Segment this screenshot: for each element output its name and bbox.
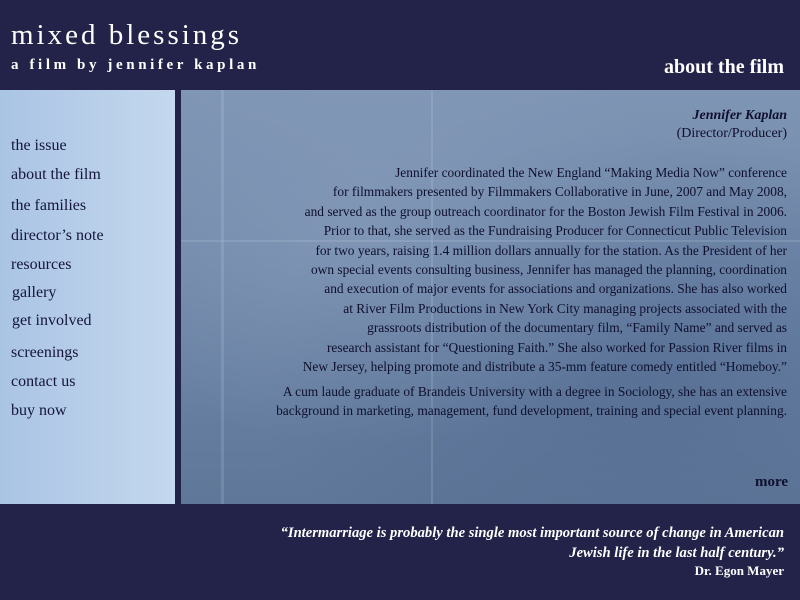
header bbox=[0, 0, 800, 90]
bio-line: own special events consulting business, Jennifer has managed the planning, coordination bbox=[310, 262, 787, 278]
bio-line: research assistant for “Questioning Faith.” She also worked for Passion River films in bbox=[326, 339, 787, 355]
sidebar-item-buy-now[interactable]: buy now bbox=[11, 402, 67, 419]
footer-quote bbox=[281, 523, 784, 563]
main-content bbox=[181, 90, 800, 504]
section-title: about the film bbox=[664, 56, 784, 78]
bio-line: Prior to that, she served as the Fundraising Producer for Connecticut Public Television bbox=[323, 223, 787, 239]
education-paragraph bbox=[191, 382, 787, 421]
sidebar-item-screenings[interactable]: screenings bbox=[11, 344, 79, 361]
bio-line: and served as the group outreach coordinator for the Boston Jewish Film Festival in 2006. bbox=[304, 203, 787, 219]
person-role: (Director/Producer) bbox=[676, 126, 787, 141]
quote-line: “Intermarriage is probably the single most important source of change in American bbox=[280, 525, 784, 541]
sidebar-item-the-issue[interactable]: the issue bbox=[11, 137, 67, 154]
bio-line: for filmmakers presented by Filmmakers Collaborative in June, 2007 and May 2008, bbox=[332, 184, 787, 200]
sidebar bbox=[0, 90, 175, 504]
quote-author: Dr. Egon Mayer bbox=[694, 563, 784, 578]
sidebar-item-get-involved[interactable]: get involved bbox=[12, 312, 92, 329]
sidebar-item-resources[interactable]: resources bbox=[11, 256, 72, 273]
bio-line: at River Film Productions in New York City managing projects associated with the bbox=[343, 300, 787, 316]
site-subtitle: a film by jennifer kaplan bbox=[11, 57, 260, 73]
footer bbox=[0, 504, 800, 600]
bio-line: for two years, raising 1.4 million dollars annually for the station. As the President of her bbox=[315, 242, 787, 258]
sidebar-nav bbox=[0, 90, 175, 504]
quote-line: Jewish life in the last half century.” bbox=[569, 545, 784, 561]
more-link[interactable]: more bbox=[754, 474, 788, 490]
sidebar-item-about-the-film[interactable]: about the film bbox=[11, 166, 101, 183]
site-title[interactable]: mixed blessings bbox=[11, 19, 243, 51]
person-name: Jennifer Kaplan bbox=[692, 108, 787, 123]
sidebar-item-gallery[interactable]: gallery bbox=[12, 284, 57, 301]
bio-line: background in marketing, management, fund development, training and special event planning. bbox=[276, 403, 787, 419]
sidebar-item-directors-note[interactable]: director’s note bbox=[11, 227, 104, 244]
bio-line: grassroots distribution of the documentary film, “Family Name” and served as bbox=[367, 320, 787, 336]
bio-line: New Jersey, helping promote and distribute a 35-mm feature comedy entitled “Homeboy.” bbox=[302, 359, 787, 375]
bio-line: Jennifer coordinated the New England “Making Media Now” conference bbox=[395, 165, 787, 180]
sidebar-item-contact-us[interactable]: contact us bbox=[11, 373, 76, 390]
sidebar-item-the-families[interactable]: the families bbox=[11, 197, 87, 214]
bio-line: and execution of major events for associations and organizations. She has also worked bbox=[324, 281, 787, 297]
bio-paragraph bbox=[191, 163, 787, 376]
bio-line: A cum laude graduate of Brandeis University with a degree in Sociology, she has an extensive bbox=[282, 384, 787, 399]
